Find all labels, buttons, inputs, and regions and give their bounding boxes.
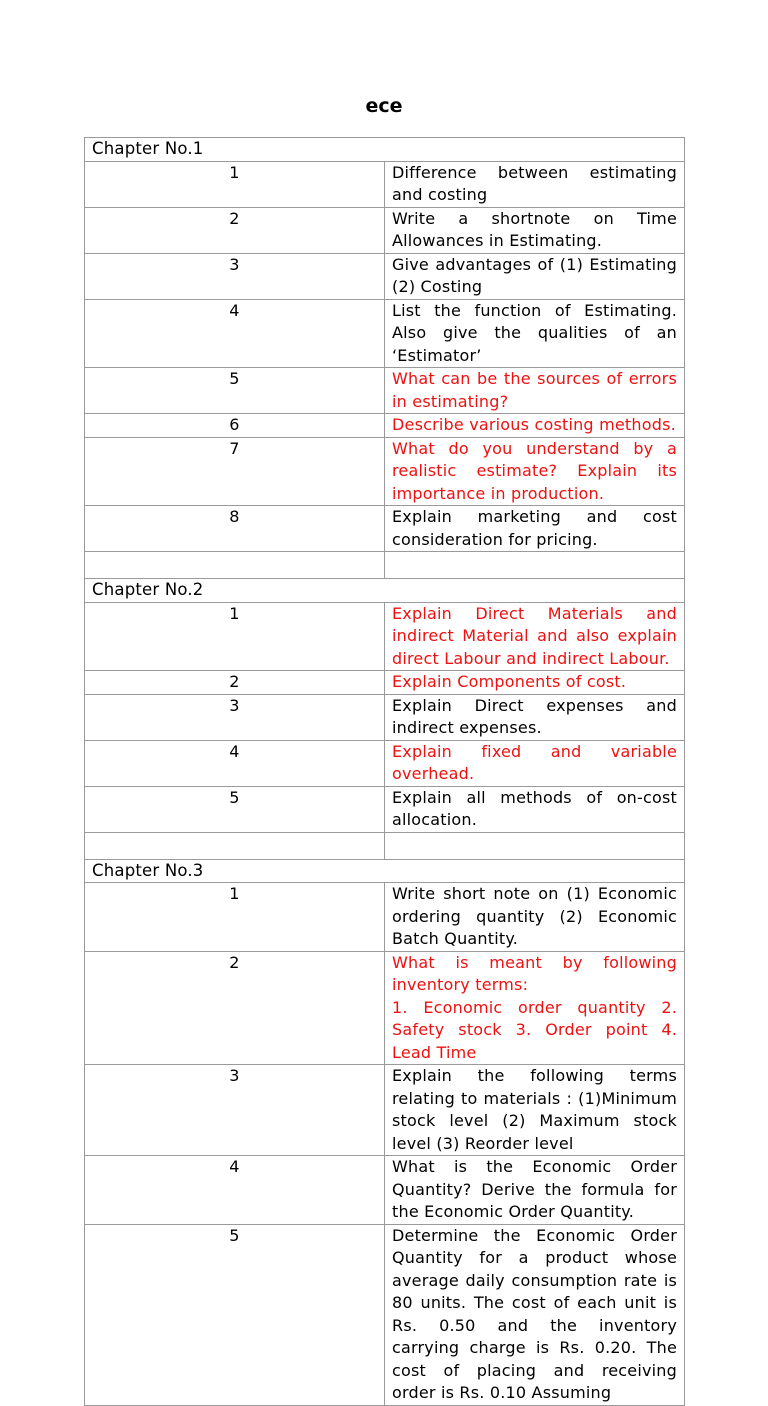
question-number: 6 — [85, 414, 385, 438]
question-row — [85, 671, 685, 695]
question-cell-multiline — [385, 951, 685, 1065]
question-row — [85, 253, 685, 299]
chapter-heading: Chapter No.2 — [85, 579, 685, 603]
question-text-highlighted: What is meant by following inventory terms: — [392, 952, 677, 994]
empty-cell — [85, 832, 385, 859]
question-row — [85, 161, 685, 207]
question-text-highlighted: What can be the sources of errors in estimating? — [385, 368, 685, 414]
question-text: Explain the following terms relating to materials : (1)Minimum stock level (2) Maximum stock level (3) Reorder level — [385, 1065, 685, 1156]
question-number: 5 — [85, 368, 385, 414]
empty-cell — [385, 552, 685, 579]
chapter-heading-row — [85, 859, 685, 883]
question-text: Write short note on (1) Economic ordering quantity (2) Economic Batch Quantity. — [385, 883, 685, 952]
question-number: 7 — [85, 437, 385, 506]
chapter-heading-row — [85, 138, 685, 162]
question-text-highlighted: Describe various costing methods. — [385, 414, 685, 438]
question-text: Explain marketing and cost consideration for pricing. — [385, 506, 685, 552]
question-text-highlighted-subline: 1. Economic order quantity 2. Safety stock 3. Order point 4. Lead Time — [392, 997, 677, 1062]
question-number: 4 — [85, 740, 385, 786]
chapter-heading-row — [85, 579, 685, 603]
empty-cell — [85, 552, 385, 579]
document-title: ece — [365, 95, 403, 117]
question-number: 2 — [85, 951, 385, 1065]
question-text-highlighted: Explain Components of cost. — [385, 671, 685, 695]
question-row — [85, 1224, 685, 1405]
question-row — [85, 694, 685, 740]
question-row — [85, 1156, 685, 1225]
question-number: 4 — [85, 1156, 385, 1225]
question-text: Write a shortnote on Time Allowances in Estimating. — [385, 207, 685, 253]
question-number: 2 — [85, 207, 385, 253]
question-number: 3 — [85, 694, 385, 740]
question-text: Give advantages of (1) Estimating (2) Costing — [385, 253, 685, 299]
question-number: 5 — [85, 786, 385, 832]
question-row — [85, 951, 685, 1065]
spacer-row — [85, 552, 685, 579]
question-row — [85, 414, 685, 438]
question-number: 1 — [85, 883, 385, 952]
question-number: 5 — [85, 1224, 385, 1405]
question-number: 4 — [85, 299, 385, 368]
question-row — [85, 506, 685, 552]
question-number: 3 — [85, 1065, 385, 1156]
question-number: 1 — [85, 602, 385, 671]
question-text: Difference between estimating and costing — [385, 161, 685, 207]
question-row — [85, 740, 685, 786]
question-number: 2 — [85, 671, 385, 695]
question-text: Explain all methods of on-cost allocation. — [385, 786, 685, 832]
spacer-row — [85, 832, 685, 859]
question-text-highlighted: Explain fixed and variable overhead. — [385, 740, 685, 786]
question-row — [85, 883, 685, 952]
question-text: Explain Direct expenses and indirect expenses. — [385, 694, 685, 740]
empty-cell — [385, 832, 685, 859]
chapter-heading: Chapter No.1 — [85, 138, 685, 162]
question-row — [85, 437, 685, 506]
question-row — [85, 299, 685, 368]
question-row — [85, 368, 685, 414]
question-text: Determine the Economic Order Quantity for a product whose average daily consumption rate is 80 units. The cost of each unit is Rs. 0.50 and the inventory carrying charge is Rs. 0.20. The cost of placing and receiving order is Rs. 0.10 Assuming — [385, 1224, 685, 1405]
question-row — [85, 602, 685, 671]
question-row — [85, 207, 685, 253]
question-text-highlighted: What do you understand by a realistic estimate? Explain its importance in production. — [385, 437, 685, 506]
question-text-highlighted: Explain Direct Materials and indirect Material and also explain direct Labour and indirect Labour. — [385, 602, 685, 671]
question-number: 8 — [85, 506, 385, 552]
question-text: What is the Economic Order Quantity? Derive the formula for the Economic Order Quantity. — [385, 1156, 685, 1225]
question-row — [85, 1065, 685, 1156]
question-table — [84, 137, 685, 1406]
question-number: 1 — [85, 161, 385, 207]
chapter-heading: Chapter No.3 — [85, 859, 685, 883]
question-row — [85, 786, 685, 832]
question-number: 3 — [85, 253, 385, 299]
question-text: List the function of Estimating. Also give the qualities of an ‘Estimator’ — [385, 299, 685, 368]
